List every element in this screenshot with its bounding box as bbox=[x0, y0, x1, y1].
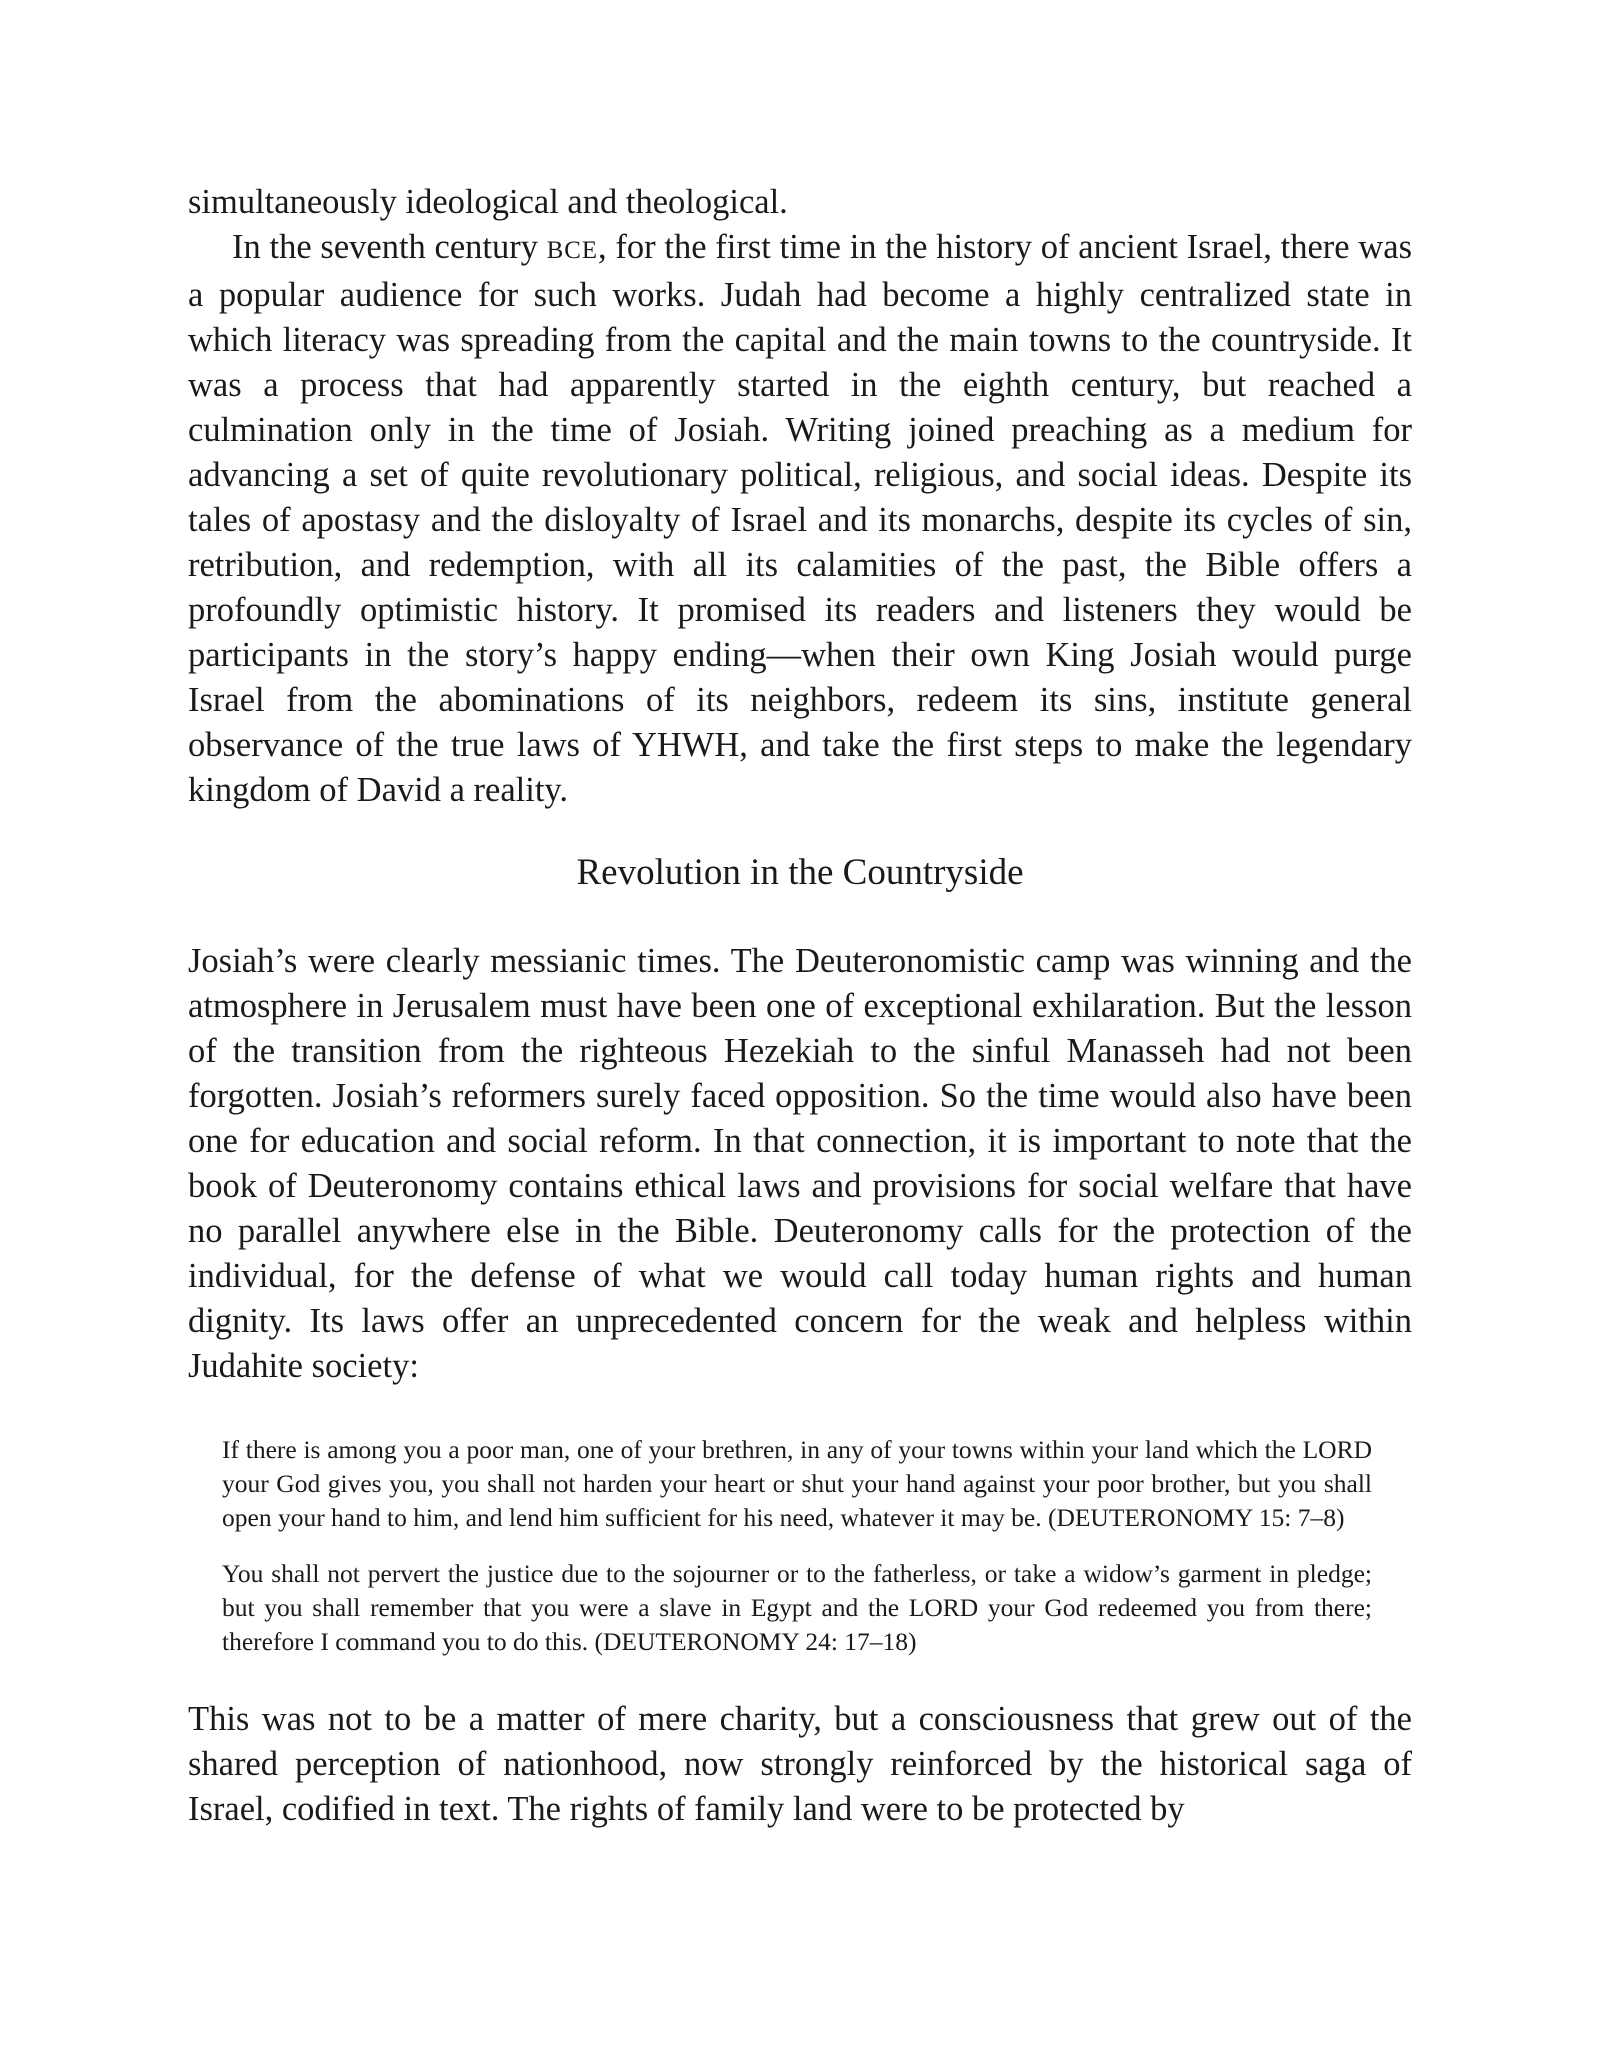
paragraph-messianic-times: Josiah’s were clearly messianic times. The Deuteronomistic camp was winning and the atmosphere in Jerusalem must have been one of exceptional exhilaration. But the lesson of the transition from the righteous Hezekiah to the sinful Manasseh had not been forgotten. Josiah’s reformers surely faced opposition. So the time would also have been one for education and social reform. In that connection, it is important to note that the book of Deuteronomy contains ethical laws and provisions for social welfare that have no parallel anywhere else in the Bible. Deuteronomy calls for the protection of the individual, for the defense of what we would call today human rights and human dignity. Its laws offer an unprecedented concern for the weak and helpless within Judahite society: bbox=[188, 942, 1412, 1385]
block-quote-deuteronomy-15: If there is among you a poor man, one of your brethren, in any of your towns within your land which the LORD your God gives you, you shall not harden your heart or shut your hand against your poor brother, but you shall open your hand to him, and lend him sufficient for his need, whatever it may be. (DEUTERONOMY 15: 7–8) bbox=[222, 1435, 1372, 1532]
paragraph-text-rest: , for the first time in the history of ancient Israel, there was a popular audience for such works. Judah had become a highly centralized state in which literacy was spreading from the capital and the main towns to the countryside. It was a process that had apparently started in the eighth century, but reached a culmination only in the time of Josiah. Writing joined preaching as a medium for advancing a set of quite revolutionary political, religious, and social ideas. Despite its tales of apostasy and the disloyalty of Israel and its monarchs, despite its cycles of sin, retribution, and redemption, with all its calamities of the past, the Bible offers a profoundly optimistic history. It promised its readers and listeners they would be participants in the story’s happy ending—when their own King Josiah would purge Israel from the abominations of its neighbors, redeem its sins, institute general observance of the true laws of YHWH, and take the first steps to make the legendary kingdom of David a reality. bbox=[188, 228, 1412, 809]
era-abbreviation: BCE bbox=[546, 237, 599, 264]
section-heading: Revolution in the Countryside bbox=[576, 852, 1024, 893]
paragraph-continuation: simultaneously ideological and theological. bbox=[188, 183, 788, 221]
paragraph-seventh-century bbox=[188, 225, 1412, 813]
paragraph-charity: This was not to be a matter of mere charity, but a consciousness that grew out of the shared perception of nationhood, now strongly reinforced by the historical saga of Israel, codified in text. The rights of family land were to be protected by bbox=[188, 1700, 1412, 1828]
paragraph-text-start: In the seventh century bbox=[232, 228, 547, 266]
book-page bbox=[188, 180, 1412, 1832]
block-quote-deuteronomy-24: You shall not pervert the justice due to the sojourner or to the fatherless, or take a widow’s garment in pledge; but you shall remember that you were a slave in Egypt and the LORD your God redeemed you from there; therefore I command you to do this. (DEUTERONOMY 24: 17–18) bbox=[222, 1559, 1372, 1656]
